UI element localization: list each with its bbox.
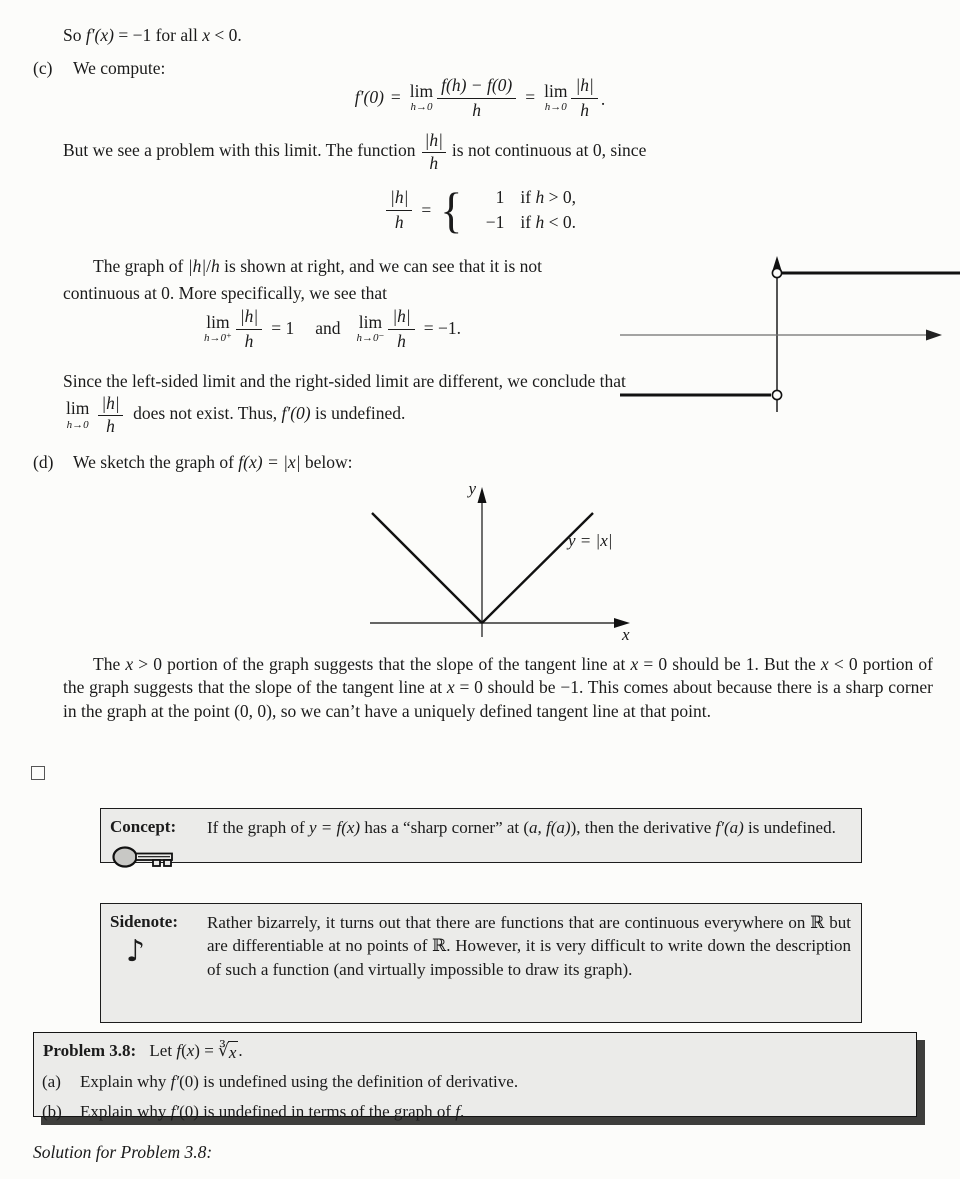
problem-intro: Let f(x) = [149,1041,219,1060]
x-axis-arrow-icon [926,330,942,341]
equals-sign: = [421,199,432,220]
paragraph-conclusion: Since the left-sided limit and the right-sided limit are different, we conclude that lim h→0 $\frac{|h|}{h}$ does not exist. Thus, f′(0) is undefined. [63,371,626,436]
abs-h-over-h-fraction: $\frac{|h|}{h}$ [388,307,414,351]
equation-piecewise [0,182,960,238]
y-axis-arrow-icon [478,487,487,503]
end-of-solution-icon [31,766,45,780]
music-note-icon: ♪ [126,933,146,969]
sign-function-figure [612,248,960,420]
item-c-label: (c) [33,58,53,78]
paragraph-limit-problem: But we see a problem with this limit. The function $\frac{|h|}{h}$ is not continuous at 0, since [63,130,647,173]
cube-root: ∛ x [218,1040,238,1064]
solution-closing-line: So f′(x) = −1 for all x < 0. [63,25,242,45]
problem-title: Problem 3.8: [43,1041,137,1060]
equation-derivative-definition [0,76,960,120]
problem-part-b: (b) Explain why f′(0) is undefined in terms of the graph of f. [42,1101,465,1121]
equation-one-sided-limits [45,307,625,351]
paragraph-sharp-corner: The x > 0 portion of the graph suggests that the slope of the tangent line at x = 0 should be 1. But the x < 0 portion of the graph suggests that the slope of the tangent line at x = 0 should be −1. This comes about because there is a sharp corner in the graph at the point (0, 0), so we can’t have a uniquely defined tangent line at that point. [63,654,934,721]
abs-h-over-h-fraction: $\frac{|h|}{h}$ [571,76,597,120]
absolute-value-figure [350,474,650,652]
key-icon [112,844,207,878]
period: . [600,88,606,109]
problem-box [33,1032,917,1121]
item-d-label: (d) [33,452,54,472]
and-connector: and [315,318,341,339]
concept-box [100,808,862,863]
difference-quotient-fraction: $\frac{f(h) - f(0)}{h}$ [437,76,516,120]
open-point-0-minus-1 [772,390,781,399]
piecewise-cases: 1 if h > 0, −1 if h < 0. [485,187,576,233]
limit-operator: lim h→0 [544,80,568,114]
sidenote-box [100,903,862,1023]
solution-heading: Solution for Problem 3.8: [33,1142,213,1162]
sidenote-text: Rather bizarrely, it turns out that there are functions that are continuous everywhere on ℝ but are differentiable at no points of ℝ. However, it is very difficult to write down the description of such a function (and virtually impossible to draw its graph). [207,913,851,979]
open-point-0-1 [772,268,781,277]
period: . [238,1041,243,1060]
problem-part-a: (a) Explain why f′(0) is undefined using the definition of derivative. [42,1071,519,1091]
abs-h-over-h-fraction: $\frac{|h|}{h}$ [236,307,262,351]
concept-text: If the graph of y = f(x) has a “sharp corner” at (a, f(a)), then the derivative f′(a) is undefined. [207,818,836,837]
limit-operator: lim h→0⁺ [204,311,232,345]
concept-label: Concept: [110,817,177,836]
abs-h-over-h-fraction: $\frac{|h|}{h}$ [386,188,412,232]
y-axis-label: y [468,479,476,498]
equals-sign: = [390,87,401,108]
abs-h-over-h-fraction: $\frac{|h|}{h}$ [98,394,122,436]
limit-operator: lim h→0 [409,80,434,114]
paragraph-graph-at-right: The graph of |h|/h is shown at right, and we can see that it is not continuous at 0. More specifically, we see that [63,256,542,303]
curve-label: y = |x| [568,531,613,550]
left-brace: { [440,182,463,238]
equals-sign: = [525,87,536,108]
limit-operator: lim h→0⁻ [356,311,385,345]
x-axis-label: x [622,625,630,644]
abs-h-over-h-fraction: $\frac{|h|}{h}$ [422,131,446,173]
equals-one: = 1 [271,318,295,339]
item-d-lead: We sketch the graph of f(x) = |x| below: [73,452,353,472]
item-c-lead: We compute: [73,58,166,78]
right-branch [482,513,593,623]
equals-minus-one: = −1. [423,318,461,339]
left-branch [372,513,482,623]
limit-operator: lim h→0 [66,398,90,431]
sidenote-label: Sidenote: [110,912,178,931]
eq-lhs: f′(0) [354,87,384,108]
